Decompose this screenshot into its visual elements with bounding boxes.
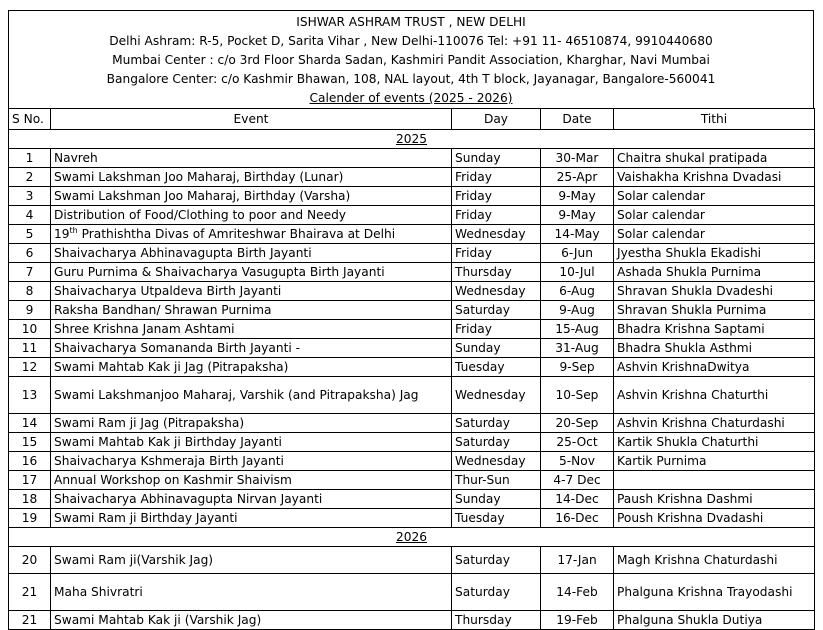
event-text: Prathishtha Divas of Amriteshwar Bhairava at Delhi	[77, 227, 396, 241]
cell-date: 14-Dec	[541, 490, 614, 509]
table-row	[9, 358, 815, 377]
cell-date: 6-Jun	[541, 244, 614, 263]
cell-tithi: Ashvin Krishna Chaturdashi	[614, 414, 815, 433]
cell-day: Saturday	[452, 574, 541, 611]
cell-sno: 13	[9, 377, 51, 414]
cell-tithi: Paush Krishna Dashmi	[614, 490, 815, 509]
cell-day: Saturday	[452, 547, 541, 574]
cell-day: Friday	[452, 244, 541, 263]
cell-sno: 14	[9, 414, 51, 433]
cell-date: 15-Aug	[541, 320, 614, 339]
cell-event: Shaivacharya Abhinavagupta Birth Jayanti	[51, 244, 452, 263]
cell-event: Swami Lakshman Joo Maharaj, Birthday (Varsha)	[51, 187, 452, 206]
cell-tithi: Solar calendar	[614, 187, 815, 206]
cell-tithi: Shravan Shukla Purnima	[614, 301, 815, 320]
cell-date: 25-Oct	[541, 433, 614, 452]
cell-event: Raksha Bandhan/ Shrawan Purnima	[51, 301, 452, 320]
cell-tithi: Kartik Shukla Chaturthi	[614, 433, 815, 452]
cell-date: 9-Sep	[541, 358, 614, 377]
column-header-date: Date	[541, 109, 614, 130]
cell-tithi: Ashvin Krishna Chaturthi	[614, 377, 815, 414]
cell-sno: 16	[9, 452, 51, 471]
cell-date: 19-Feb	[541, 611, 614, 630]
table-row	[9, 547, 815, 574]
cell-day: Wednesday	[452, 377, 541, 414]
cell-event: Swami Mahtab Kak ji Jag (Pitrapaksha)	[51, 358, 452, 377]
cell-tithi: Kartik Purnima	[614, 452, 815, 471]
cell-tithi: Vaishakha Krishna Dvadasi	[614, 168, 815, 187]
cell-day: Friday	[452, 168, 541, 187]
cell-sno: 15	[9, 433, 51, 452]
cell-tithi: Phalguna Shukla Dutiya	[614, 611, 815, 630]
cell-day: Tuesday	[452, 358, 541, 377]
cell-sno: 20	[9, 547, 51, 574]
event-ordinal-number: 19	[54, 227, 70, 241]
cell-sno: 21	[9, 611, 51, 630]
cell-sno: 4	[9, 206, 51, 225]
cell-sno: 12	[9, 358, 51, 377]
cell-day: Tuesday	[452, 509, 541, 528]
cell-tithi: Solar calendar	[614, 225, 815, 244]
cell-tithi: Chaitra shukal pratipada	[614, 149, 815, 168]
cell-day: Wednesday	[452, 452, 541, 471]
table-row	[9, 433, 815, 452]
cell-date: 25-Apr	[541, 168, 614, 187]
cell-tithi: Jyestha Shukla Ekadishi	[614, 244, 815, 263]
cell-tithi: Bhadra Shukla Asthmi	[614, 339, 815, 358]
cell-event: Annual Workshop on Kashmir Shaivism	[51, 471, 452, 490]
cell-sno: 8	[9, 282, 51, 301]
cell-tithi: Shravan Shukla Dvadeshi	[614, 282, 815, 301]
cell-event: Swami Mahtab Kak ji Birthday Jayanti	[51, 433, 452, 452]
cell-sno: 7	[9, 263, 51, 282]
cell-day: Friday	[452, 320, 541, 339]
cell-day: Friday	[452, 206, 541, 225]
column-header-sno: S No.	[9, 109, 51, 130]
cell-event: Distribution of Food/Clothing to poor and Needy	[51, 206, 452, 225]
cell-sno: 21	[9, 574, 51, 611]
cell-date: 9-May	[541, 206, 614, 225]
cell-event: Guru Purnima & Shaivacharya Vasugupta Birth Jayanti	[51, 263, 452, 282]
cell-event: Shaivacharya Abhinavagupta Nirvan Jayanti	[51, 490, 452, 509]
cell-event: Swami Ram ji(Varshik Jag)	[51, 547, 452, 574]
column-header-event: Event	[51, 109, 452, 130]
delhi-address: Delhi Ashram: R-5, Pocket D, Sarita Vihar , New Delhi-110076 Tel: +91 11- 46510874, 9910440680	[109, 34, 713, 48]
cell-date: 31-Aug	[541, 339, 614, 358]
cell-sno: 19	[9, 509, 51, 528]
table-row	[9, 490, 815, 509]
cell-tithi: Ashvin KrishnaDwitya	[614, 358, 815, 377]
table-row	[9, 149, 815, 168]
cell-event	[51, 225, 452, 244]
cell-sno: 9	[9, 301, 51, 320]
cell-tithi: Poush Krishna Dvadashi	[614, 509, 815, 528]
cell-event: Swami Ram ji Jag (Pitrapaksha)	[51, 414, 452, 433]
cell-day: Thursday	[452, 611, 541, 630]
year-row-2026	[9, 528, 815, 547]
cell-sno: 11	[9, 339, 51, 358]
cell-date: 10-Jul	[541, 263, 614, 282]
cell-day: Wednesday	[452, 225, 541, 244]
mumbai-address: Mumbai Center : c/o 3rd Floor Sharda Sadan, Kashmiri Pandit Association, Kharghar, Navi Mumbai	[112, 53, 710, 67]
bangalore-address: Bangalore Center: c/o Kashmir Bhawan, 108, NAL layout, 4th T block, Jayanagar, Bangalore-560041	[106, 72, 716, 86]
cell-date: 9-May	[541, 187, 614, 206]
table-row	[9, 225, 815, 244]
cell-date: 14-Feb	[541, 574, 614, 611]
cell-event: Shaivacharya Kshmeraja Birth Jayanti	[51, 452, 452, 471]
cell-day: Saturday	[452, 414, 541, 433]
cell-day: Sunday	[452, 339, 541, 358]
cell-sno: 18	[9, 490, 51, 509]
events-table	[8, 108, 815, 630]
cell-date: 30-Mar	[541, 149, 614, 168]
cell-date: 5-Nov	[541, 452, 614, 471]
cell-event: Maha Shivratri	[51, 574, 452, 611]
table-row	[9, 187, 815, 206]
cell-event: Navreh	[51, 149, 452, 168]
table-header-row	[9, 109, 815, 130]
table-row	[9, 471, 815, 490]
cell-tithi: Phalguna Krishna Trayodashi	[614, 574, 815, 611]
cell-tithi: Solar calendar	[614, 206, 815, 225]
events-sheet	[8, 10, 814, 630]
cell-event: Shaivacharya Utpaldeva Birth Jayanti	[51, 282, 452, 301]
cell-tithi	[614, 471, 815, 490]
table-row	[9, 574, 815, 611]
cell-date: 17-Jan	[541, 547, 614, 574]
column-header-tithi: Tithi	[614, 109, 815, 130]
cell-day: Saturday	[452, 301, 541, 320]
cell-event: Swami Ram ji Birthday Jayanti	[51, 509, 452, 528]
cell-date: 14-May	[541, 225, 614, 244]
cell-day: Thur-Sun	[452, 471, 541, 490]
cell-event: Swami Mahtab Kak ji (Varshik Jag)	[51, 611, 452, 630]
cell-day: Wednesday	[452, 282, 541, 301]
table-row	[9, 244, 815, 263]
cell-day: Thursday	[452, 263, 541, 282]
cell-sno: 1	[9, 149, 51, 168]
document-header	[8, 10, 814, 108]
cell-tithi: Magh Krishna Chaturdashi	[614, 547, 815, 574]
cell-tithi: Ashada Shukla Purnima	[614, 263, 815, 282]
table-row	[9, 282, 815, 301]
table-row	[9, 168, 815, 187]
table-row	[9, 206, 815, 225]
table-row	[9, 452, 815, 471]
cell-event: Swami Lakshmanjoo Maharaj, Varshik (and Pitrapaksha) Jag	[51, 377, 452, 414]
year-label: 2026	[9, 528, 815, 547]
cell-date: 10-Sep	[541, 377, 614, 414]
cell-event: Swami Lakshman Joo Maharaj, Birthday (Lunar)	[51, 168, 452, 187]
table-row	[9, 509, 815, 528]
cell-sno: 6	[9, 244, 51, 263]
cell-event: Shree Krishna Janam Ashtami	[51, 320, 452, 339]
table-row	[9, 377, 815, 414]
table-row	[9, 414, 815, 433]
cell-day: Sunday	[452, 149, 541, 168]
table-row	[9, 611, 815, 630]
cell-date: 4-7 Dec	[541, 471, 614, 490]
cell-sno: 10	[9, 320, 51, 339]
cell-sno: 2	[9, 168, 51, 187]
table-row	[9, 301, 815, 320]
table-row	[9, 339, 815, 358]
cell-day: Friday	[452, 187, 541, 206]
cell-event: Shaivacharya Somananda Birth Jayanti -	[51, 339, 452, 358]
cell-date: 16-Dec	[541, 509, 614, 528]
cell-sno: 3	[9, 187, 51, 206]
year-label: 2025	[9, 130, 815, 149]
cell-day: Saturday	[452, 433, 541, 452]
cell-date: 20-Sep	[541, 414, 614, 433]
cell-tithi: Bhadra Krishna Saptami	[614, 320, 815, 339]
cell-date: 9-Aug	[541, 301, 614, 320]
cell-day: Sunday	[452, 490, 541, 509]
event-ordinal-suffix: th	[69, 225, 78, 235]
year-row-2025	[9, 130, 815, 149]
cell-sno: 5	[9, 225, 51, 244]
trust-title: ISHWAR ASHRAM TRUST , NEW DELHI	[296, 15, 526, 29]
cell-sno: 17	[9, 471, 51, 490]
cell-date: 6-Aug	[541, 282, 614, 301]
calendar-subtitle: Calender of events (2025 - 2026)	[309, 91, 513, 105]
table-row	[9, 263, 815, 282]
table-row	[9, 320, 815, 339]
column-header-day: Day	[452, 109, 541, 130]
